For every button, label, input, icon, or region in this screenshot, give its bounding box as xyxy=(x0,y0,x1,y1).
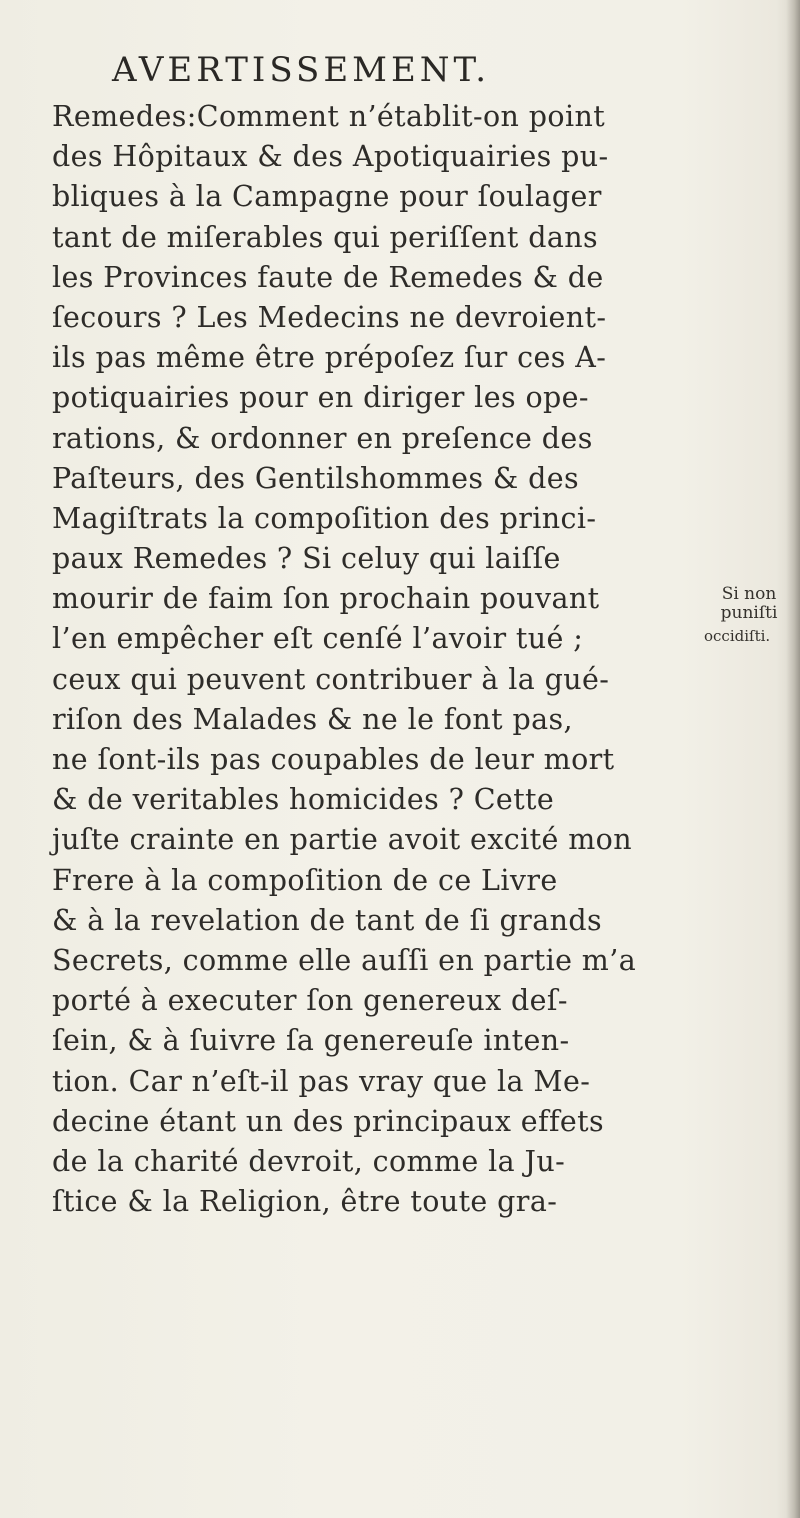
text-line: l’en empêcher eſt cenſé l’avoir tué ; xyxy=(52,622,584,656)
text-line: & à la revelation de tant de ſi grands xyxy=(52,903,603,937)
body-text xyxy=(52,97,732,1222)
text-line: de la charité devroit, comme la Ju- xyxy=(52,1144,566,1178)
text-line: Magiſtrats la compoſition des princi- xyxy=(52,501,597,535)
text-line: Remedes:Comment n’établit-on point xyxy=(52,100,606,133)
text-line: Frere à la compoſition de ce Livre xyxy=(52,863,558,897)
text-line: bliques à la Campagne pour ſoulager xyxy=(52,180,602,214)
margin-note xyxy=(704,585,794,646)
margin-note-line: Si non xyxy=(721,584,777,604)
text-line: & de veritables homicides ? Cette xyxy=(52,783,555,817)
text-line: decine étant un des principaux effets xyxy=(52,1104,605,1138)
text-line: paux Remedes ? Si celuy qui laiſſe xyxy=(52,542,561,576)
text-line: tion. Car n’eſt-il pas vray que la Me- xyxy=(52,1064,591,1098)
text-line: mourir de faim ſon prochain pouvant xyxy=(52,582,600,616)
text-line: tant de miſerables qui periſſent dans xyxy=(52,220,599,254)
text-line: rations, & ordonner en preſence des xyxy=(52,421,593,455)
text-line: Paſteurs, des Gentilshommes & des xyxy=(52,461,580,495)
page-edge-shadow xyxy=(786,0,800,1518)
text-line: ſecours ? Les Medecins ne devroient- xyxy=(52,300,607,334)
text-line: riſon des Malades & ne le font pas, xyxy=(52,702,573,736)
text-line: les Provinces faute de Remedes & de xyxy=(52,260,604,294)
text-line: ne ſont-ils pas coupables de leur mort xyxy=(52,743,615,776)
page-header: AVERTISSEMENT. xyxy=(112,50,491,90)
text-line: ceux qui peuvent contribuer à la gué- xyxy=(52,662,610,696)
text-line: ſein, & à ſuivre ſa genereuſe inten- xyxy=(52,1024,570,1058)
margin-note-line: puniſti xyxy=(720,603,778,623)
text-line: ſtice & la Religion, être toute gra- xyxy=(52,1185,558,1219)
margin-note-line: occidiſti. xyxy=(704,627,771,645)
text-line: ils pas même être prépoſez ſur ces A- xyxy=(52,341,607,375)
text-line: porté à executer ſon genereux deſ- xyxy=(52,984,568,1018)
text-line: Secrets, comme elle auſſi en partie m’a xyxy=(52,943,637,977)
text-line: des Hôpitaux & des Apotiquairies pu- xyxy=(52,140,609,174)
text-line: potiquairies pour en diriger les ope- xyxy=(52,381,589,415)
text-line: juſte crainte en partie avoit excité mon xyxy=(52,823,632,857)
